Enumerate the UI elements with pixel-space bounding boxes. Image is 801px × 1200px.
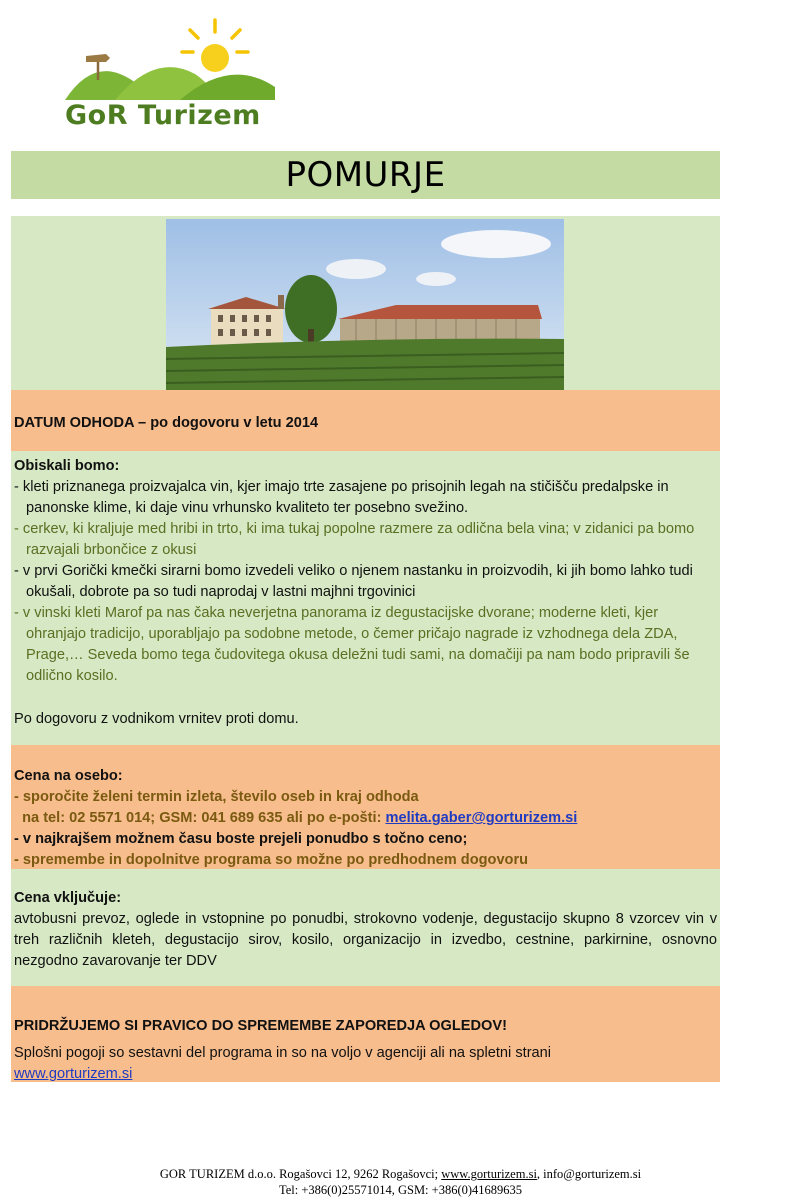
price-line-contact bbox=[14, 808, 717, 829]
price-heading: Cena na osebo: bbox=[14, 768, 123, 784]
page-title: POMURJE bbox=[285, 155, 446, 195]
price-line-term: - sporočite želeni termin izleta, število oseb in kraj odhoda bbox=[14, 789, 419, 805]
program-section bbox=[11, 451, 720, 745]
contact-text: na tel: 02 5571 014; GSM: 041 689 635 ali po e-pošti: bbox=[14, 810, 386, 826]
program-item-marof-cellar: - v vinski kleti Marof pa nas čaka neverjetna panorama iz degustacijske dvorane; moderne kleti, kjer ohranjajo tradicijo, uporabljajo pa sodobne metode, o čemer pričajo nagrade iz vzhodnega dela ZDA, Prage,… Seveda bomo tega čudovitega okusa deležni tudi sami, na domačiji pa nam bodo pripravili še odlično kosilo. bbox=[14, 605, 690, 684]
return-note: Po dogovoru z vodnikom vrnitev proti domu. bbox=[14, 711, 299, 727]
price-section bbox=[11, 745, 720, 869]
logo-text: GoR Turizem bbox=[65, 100, 261, 131]
includes-text: avtobusni prevoz, oglede in vstopnine po ponudbi, strokovno vodenje, degustacijo skupno 8 vzorcev vin v treh različnih kleteh, degustacijo sirov, kosilo, organizacijo in izvedbo, cestnine, parkirnine, osnovno nezgodno zavarovanje ter DDV bbox=[14, 911, 717, 969]
departure-section bbox=[11, 390, 720, 451]
terms-text: Splošni pogoji so sestavni del programa in so na voljo v agenciji ali na spletni strani bbox=[14, 1045, 552, 1061]
footer-company: GOR TURIZEM d.o.o. Rogašovci 12, 9262 Rogašovci; bbox=[159, 1167, 442, 1181]
email-link[interactable]: melita.gaber@gorturizem.si bbox=[385, 810, 578, 826]
includes-section bbox=[11, 869, 720, 986]
program-item-church: - cerkev, ki kraljuje med hribi in trto, ki ima tukaj popolne razmere za odlična bela vina; v zidanici pa bomo razvajali brbončice z okusi bbox=[14, 521, 695, 558]
program-item-winery: - kleti priznanega proizvajalca vin, kjer imajo trte zasajene po prisojnih legah na stičišču predalpske in panonske klime, ki daje vinu vrhunsko kvaliteto ter posebno svežino. bbox=[14, 479, 669, 516]
footer-address bbox=[0, 1166, 801, 1182]
winery-photo bbox=[166, 219, 564, 390]
price-line-offer: - v najkrajšem možnem času boste prejeli ponudbo s točno ceno; bbox=[14, 831, 468, 847]
footer-website-link[interactable]: www.gorturizem.si bbox=[441, 1167, 537, 1181]
program-heading: Obiskali bomo: bbox=[14, 458, 120, 474]
title-banner bbox=[11, 151, 720, 199]
includes-heading: Cena vključuje: bbox=[14, 890, 122, 906]
notice-section bbox=[11, 986, 720, 1082]
program-item-cheese-dairy: - v prvi Gorički kmečki sirarni bomo izvedeli veliko o njenem nastanku in proizvodih, ki jih bomo lahko tudi okušali, dobrote pa so tudi naprodaj v lastni majhni trgovinici bbox=[14, 563, 693, 600]
footer bbox=[0, 1166, 801, 1198]
departure-date: DATUM ODHODA – po dogovoru v letu 2014 bbox=[14, 415, 319, 431]
footer-phone: Tel: +386(0)25571014, GSM: +386(0)41689635 bbox=[278, 1183, 523, 1197]
footer-email: , info@gorturizem.si bbox=[536, 1167, 642, 1181]
website-link[interactable]: www.gorturizem.si bbox=[14, 1066, 133, 1082]
price-line-changes: - spremembe in dopolnitve programa so možne po predhodnem dogovoru bbox=[14, 852, 529, 868]
notice-heading: PRIDRŽUJEMO SI PRAVICO DO SPREMEMBE ZAPOREDJA OGLEDOV! bbox=[14, 1018, 507, 1034]
